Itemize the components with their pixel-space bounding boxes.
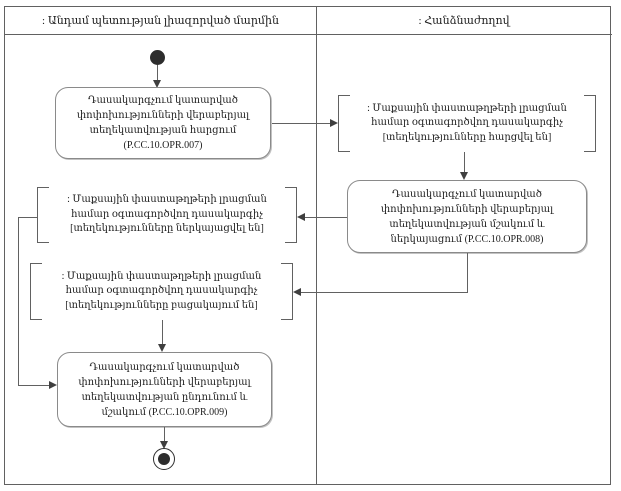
swimlane-divider bbox=[316, 6, 317, 485]
object-node-label: : Մաքսային փաստաթղթերի լրացման համար օգտագործվող դասակարգիչ [տեղեկությունները բացակայում են] bbox=[61, 270, 262, 311]
edge-activity3-to-final bbox=[164, 427, 165, 442]
activity-node-label: Դասակարգչում կատարված փոփոխությունների վերաբերյալ տեղեկատվության հարցում (P.CC.10.OPR.007) bbox=[76, 95, 250, 151]
activity-node-opr008 bbox=[347, 180, 587, 253]
arrowhead-right-icon bbox=[330, 119, 338, 127]
activity-node-opr007 bbox=[55, 87, 271, 159]
edge-object2-to-activity3-vertical bbox=[18, 217, 19, 386]
edge-activity2-to-object3-vertical bbox=[467, 253, 468, 293]
arrowhead-left-icon bbox=[293, 288, 301, 296]
edge-activity1-to-object1 bbox=[272, 123, 330, 124]
final-node-icon bbox=[153, 448, 175, 470]
edge-initial-to-activity1 bbox=[157, 65, 158, 81]
object-node-missing bbox=[30, 263, 293, 320]
arrowhead-right-icon bbox=[49, 381, 57, 389]
activity-node-label: Դասակարգչում կատարված փոփոխությունների վերաբերյալ տեղեկատվության ընդունում և մշակում (P.CC.10.OPR.009) bbox=[78, 361, 251, 418]
edge-object2-to-activity3-top bbox=[18, 217, 37, 218]
swimlane-header-authorized-body: : Անդամ պետության լիազորված մարմին bbox=[42, 14, 279, 27]
arrowhead-left-icon bbox=[297, 213, 305, 221]
edge-activity2-to-object3-horizontal bbox=[301, 292, 468, 293]
object-node-label: : Մաքսային փաստաթղթերի լրացման համար օգտագործվող դասակարգիչ [տեղեկությունները հարցվել են] bbox=[367, 102, 567, 143]
initial-node-icon bbox=[150, 50, 165, 65]
object-node-requested bbox=[338, 95, 596, 152]
activity-node-opr009 bbox=[57, 352, 272, 427]
edge-activity2-to-object2 bbox=[305, 217, 347, 218]
activity-node-label: Դասակարգչում կատարված փոփոխությունների վերաբերյալ տեղեկատվության մշակում և ներկայացում (P.CC.10.OPR.008) bbox=[380, 188, 554, 245]
final-node-dot bbox=[158, 453, 170, 465]
edge-object2-to-activity3-bottom bbox=[18, 385, 49, 386]
arrowhead-down-icon bbox=[158, 344, 166, 352]
edge-object3-to-activity3 bbox=[162, 320, 163, 345]
object-node-label: : Մաքսային փաստաթղթերի լրացման համար օգտագործվող դասակարգիչ [տեղեկությունները ներկայացվել են] bbox=[67, 194, 267, 235]
swimlane-header-commission: : Հանձնաժողով bbox=[418, 14, 510, 27]
swimlane-header-separator bbox=[4, 34, 612, 35]
arrowhead-down-icon bbox=[460, 172, 468, 180]
object-node-presented bbox=[37, 187, 297, 243]
edge-object1-to-activity2 bbox=[464, 152, 465, 173]
